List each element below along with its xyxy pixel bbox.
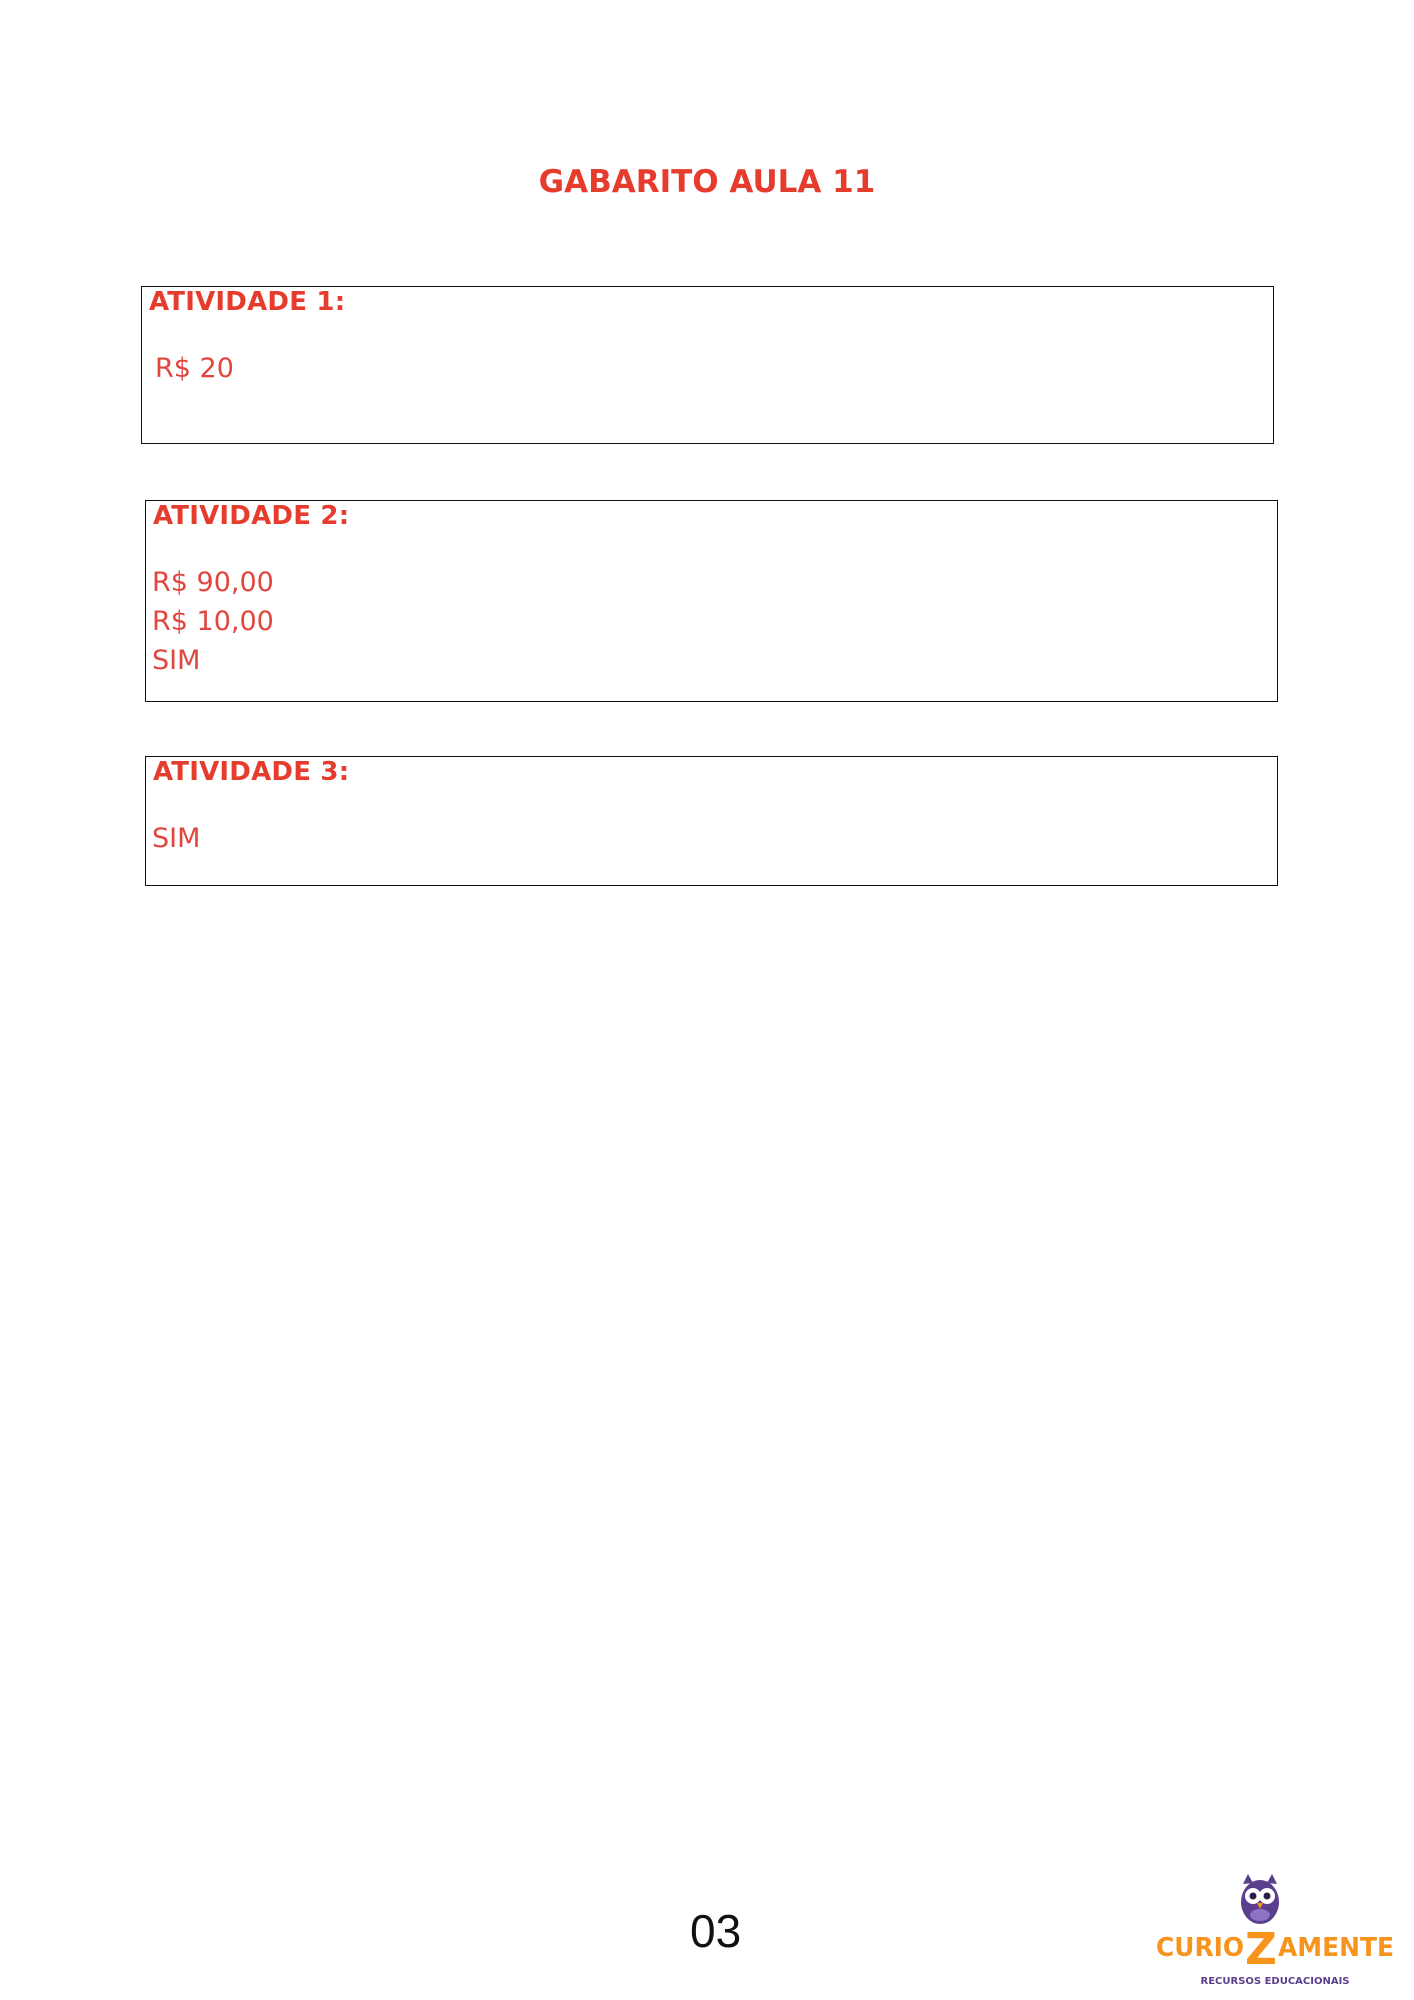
logo-text-left: CURIO [1156, 1933, 1244, 1963]
activity-1-box [141, 286, 1274, 444]
page-title: GABARITO AULA 11 [538, 164, 876, 200]
activity-2-box [145, 500, 1278, 702]
answer-item: R$ 90,00 [152, 567, 274, 598]
activity-heading: ATIVIDADE 3: [153, 757, 350, 787]
page-number: 03 [690, 1905, 742, 1957]
logo-text-z: Z [1245, 1924, 1277, 1975]
logo-graphic [1150, 1872, 1400, 1992]
logo-text-right: AMENTE [1278, 1933, 1394, 1963]
answer-list [152, 563, 274, 680]
answer-list [152, 819, 200, 858]
activity-heading: ATIVIDADE 2: [153, 501, 350, 531]
activity-heading: ATIVIDADE 1: [149, 287, 346, 317]
activity-3-box [145, 756, 1278, 886]
curiozamente-logo [1150, 1872, 1400, 1992]
answer-item: SIM [152, 645, 201, 676]
owl-icon [1241, 1874, 1279, 1924]
answer-item: R$ 10,00 [152, 606, 274, 637]
answer-item: SIM [152, 823, 201, 854]
answer-list [155, 349, 234, 388]
logo-tagline: RECURSOS EDUCACIONAIS [1200, 1976, 1350, 1987]
answer-item: R$ 20 [155, 353, 234, 384]
